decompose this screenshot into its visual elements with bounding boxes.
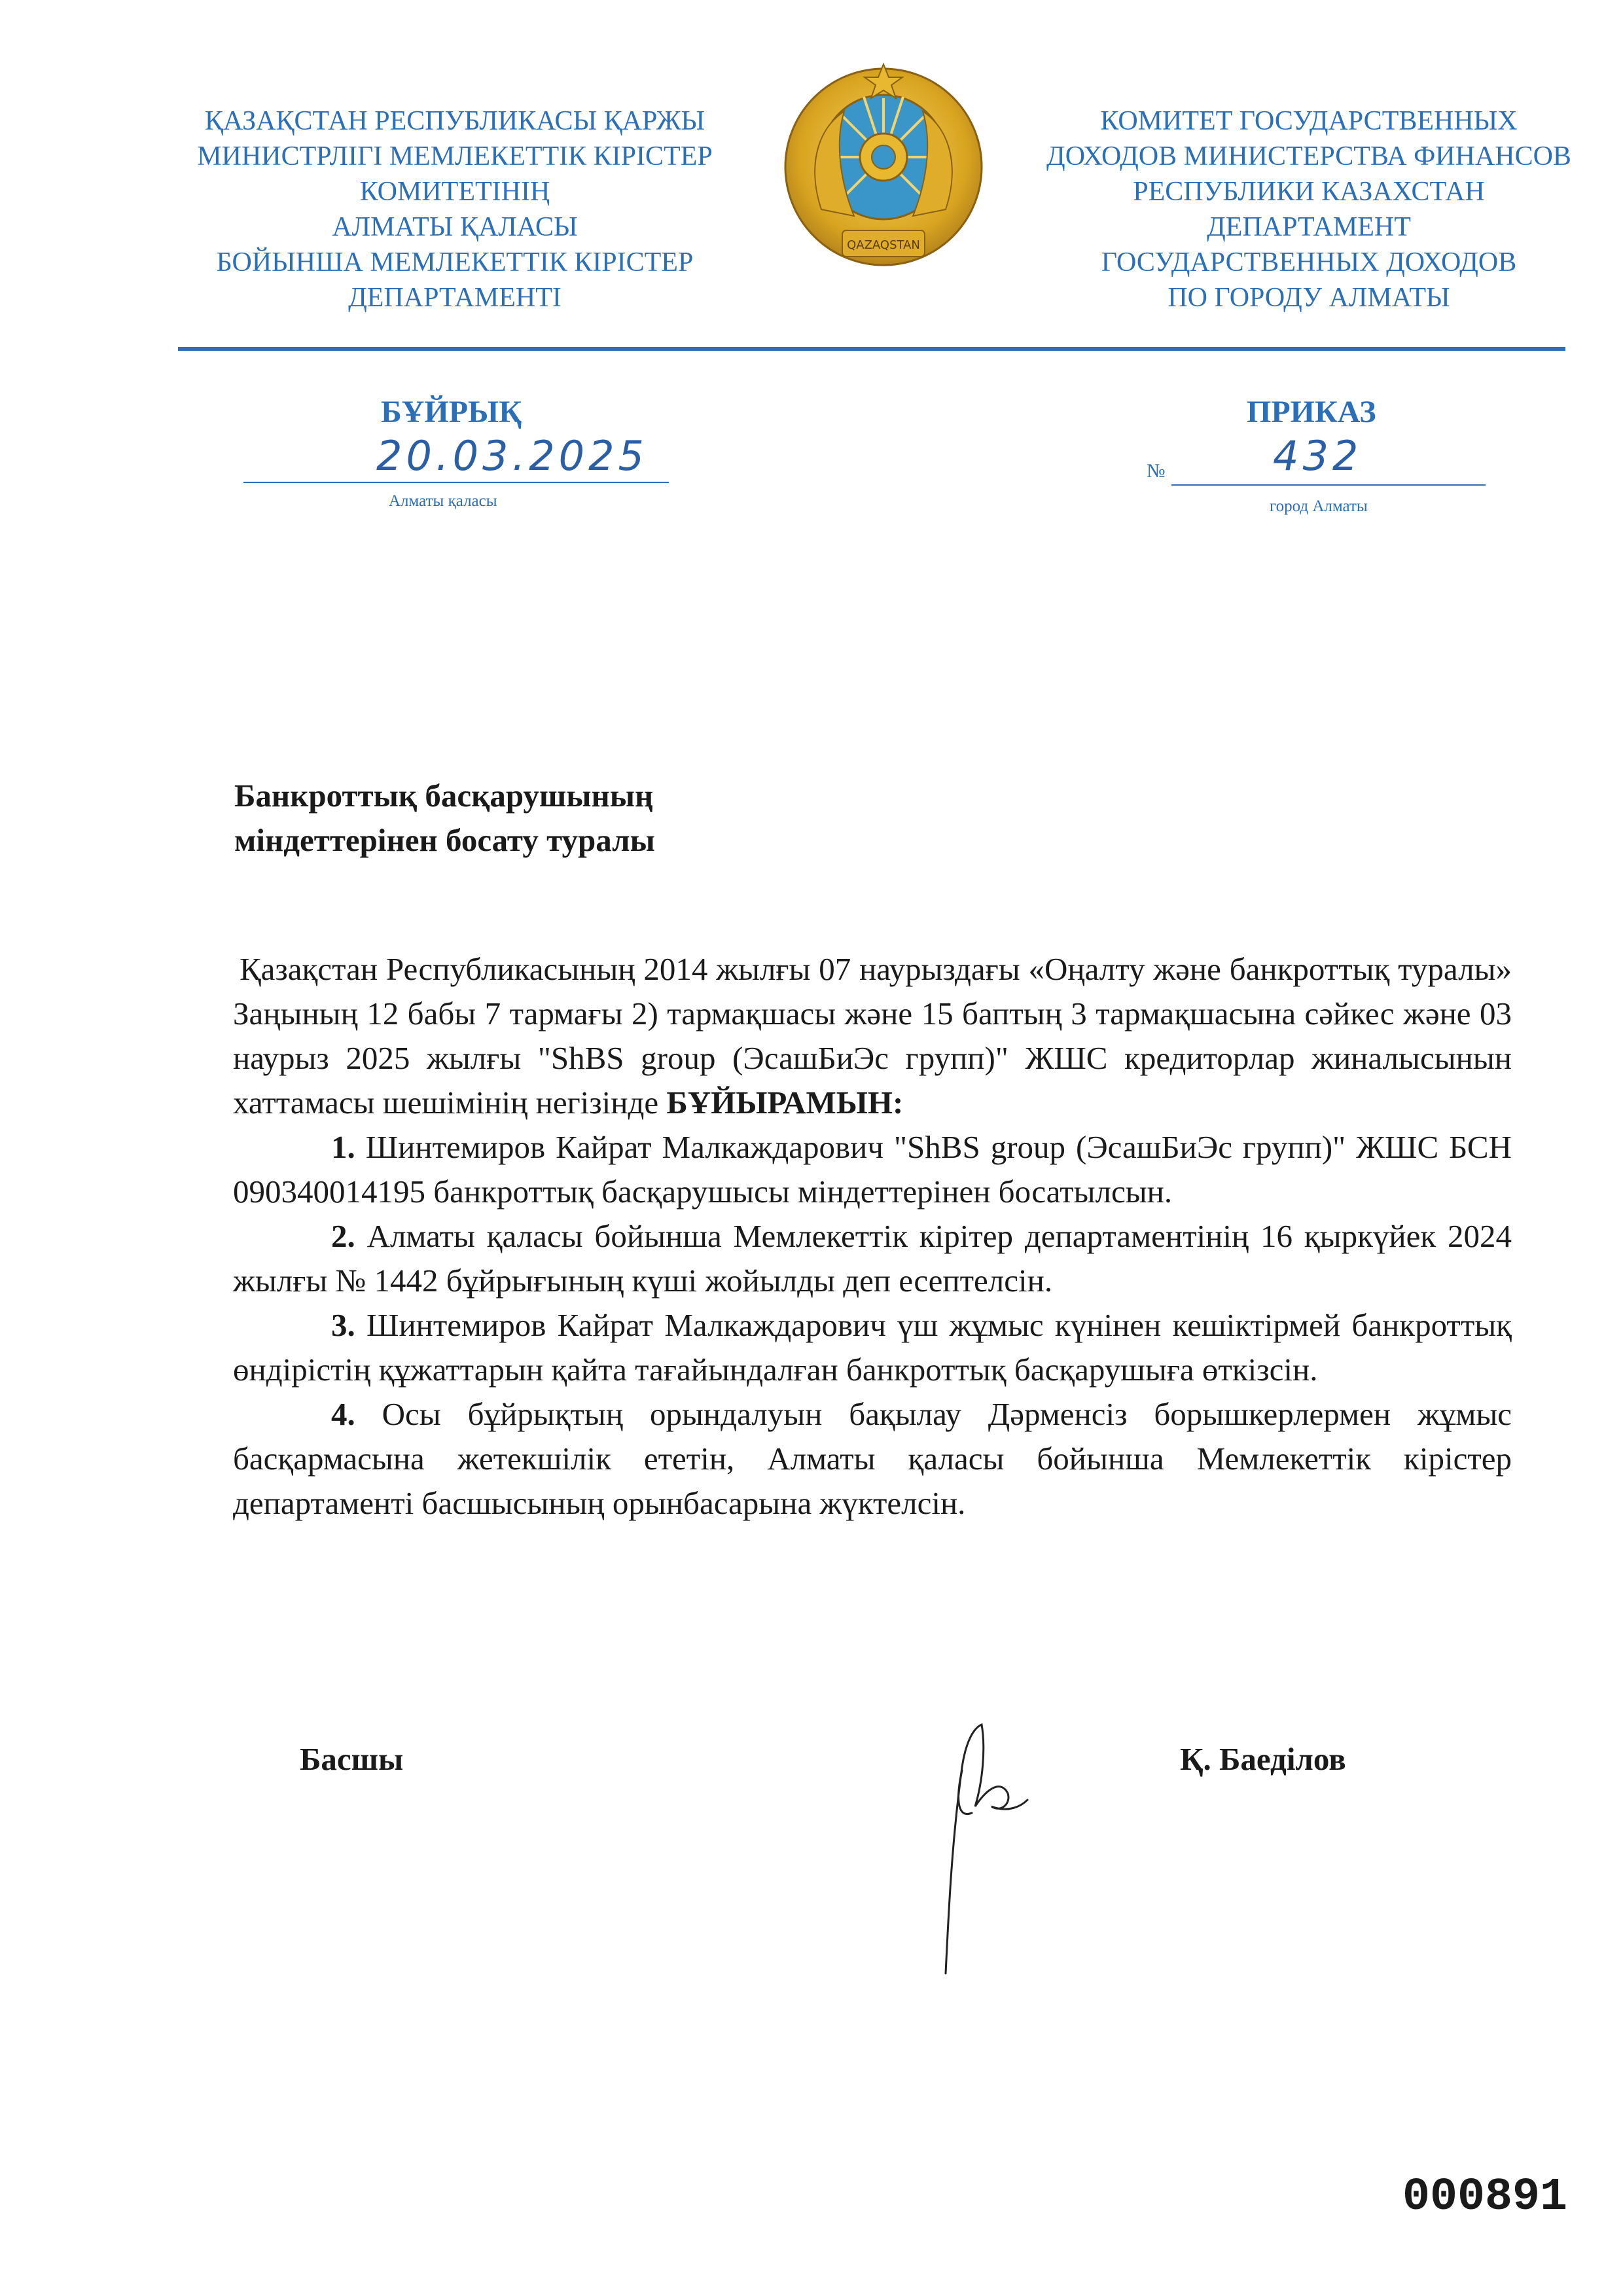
header-ru-line: КОМИТЕТ ГОСУДАРСТВЕННЫХ [1100, 106, 1518, 136]
order-type-ru: ПРИКАЗ [1247, 395, 1376, 429]
header-kz-line: ДЕПАРТАМЕНТІ [348, 283, 562, 313]
order-subject [234, 774, 655, 863]
order-body [233, 947, 1512, 1526]
header-ru-line: ПО ГОРОДУ АЛМАТЫ [1168, 283, 1450, 313]
subject-line: міндеттерінен босату туралы [234, 822, 655, 858]
item-text: Осы бұйрықтың орындалуын бақылау Дәрменсіз борышкерлермен жұмыс басқармасына жетекшілік ететін, Алматы қаласы бойынша Мемлекеттік кірістер департаменті басшысының орынбасарына жүктелсін. [233, 1396, 1512, 1521]
signatory-title: Басшы [300, 1741, 404, 1777]
item-text: Шинтемиров Кайрат Малкаждарович үш жұмыс күнінен кешіктірмей банкроттық өндірістің құжаттарын қайта тағайындалған банкроттық басқарушыға өткізсін. [233, 1307, 1512, 1388]
header-kz-line: БОЙЫНША МЕМЛЕКЕТТІК КІРІСТЕР [216, 247, 694, 278]
intro-command: БҰЙЫРАМЫН: [666, 1085, 904, 1121]
emblem-text: QAZAQSTAN [847, 238, 920, 252]
item-number: 4. [331, 1396, 355, 1432]
subject-line: Банкроттық басқарушының [234, 778, 654, 814]
city-ru: город Алматы [1270, 497, 1368, 515]
header-ru-line: ДОХОДОВ МИНИСТЕРСТВА ФИНАНСОВ [1046, 141, 1571, 171]
order-number: 432 [1273, 432, 1363, 480]
header-ru-line: РЕСПУБЛИКИ КАЗАХСТАН [1133, 177, 1485, 207]
header-kz-line: МИНИСТРЛІГІ МЕМЛЕКЕТТІК КІРІСТЕР [197, 141, 713, 171]
header-kz-line: КОМИТЕТІНІҢ [359, 177, 550, 207]
serial-number: 000891 [1402, 2172, 1568, 2223]
order-date: 20.03.2025 [376, 432, 648, 480]
header-divider [178, 347, 1565, 351]
item-text: Шинтемиров Кайрат Малкаждарович "ShBS group (ЭсашБиЭс групп)" ЖШС БСН 090340014195 банкроттық басқарушысы міндеттерінен босатылсын. [233, 1129, 1512, 1210]
order-item [233, 1214, 1512, 1303]
header-ru-line: ДЕПАРТАМЕНТ [1207, 212, 1411, 242]
header-kz-line: ҚАЗАҚСТАН РЕСПУБЛИКАСЫ ҚАРЖЫ [204, 106, 705, 136]
header-ru-block [1021, 103, 1597, 315]
item-number: 1. [331, 1129, 355, 1165]
order-item [233, 1303, 1512, 1392]
signatory-name: Қ. Баеділов [1180, 1741, 1346, 1777]
order-item [233, 1392, 1512, 1526]
header-kz-block [167, 103, 743, 315]
handwritten-signature-icon [923, 1708, 1054, 1983]
header-kz-line: АЛМАТЫ ҚАЛАСЫ [332, 212, 578, 242]
number-fill-line [1171, 484, 1486, 486]
number-sign: № [1147, 460, 1166, 482]
header-ru-line: ГОСУДАРСТВЕННЫХ ДОХОДОВ [1101, 247, 1517, 278]
state-emblem-icon [782, 59, 985, 281]
intro-text: Қазақстан Республикасының 2014 жылғы 07 наурыздағы «Оңалту және банкроттық туралы» Заңының 12 бабы 7 тармағы 2) тармақшасы және 15 баптың 3 тармақшасына сәйкес және 03 наурыз 2025 жылғы "ShBS group (ЭсашБиЭс групп)" ЖШС кредиторлар жиналысынын хаттамасы шешімінің негізінде [233, 951, 1512, 1121]
order-type-kz: БҰЙРЫҚ [381, 395, 522, 429]
item-number: 2. [331, 1218, 355, 1254]
city-kz: Алматы қаласы [389, 492, 497, 510]
item-text: Алматы қаласы бойынша Мемлекеттік кірітер департаментінің 16 қыркүйек 2024 жылғы № 1442 бұйрығының күші жойылды деп есептелсін. [233, 1218, 1512, 1299]
order-item [233, 1125, 1512, 1214]
body-intro [233, 947, 1512, 1125]
date-fill-line [243, 482, 669, 483]
item-number: 3. [331, 1307, 355, 1343]
